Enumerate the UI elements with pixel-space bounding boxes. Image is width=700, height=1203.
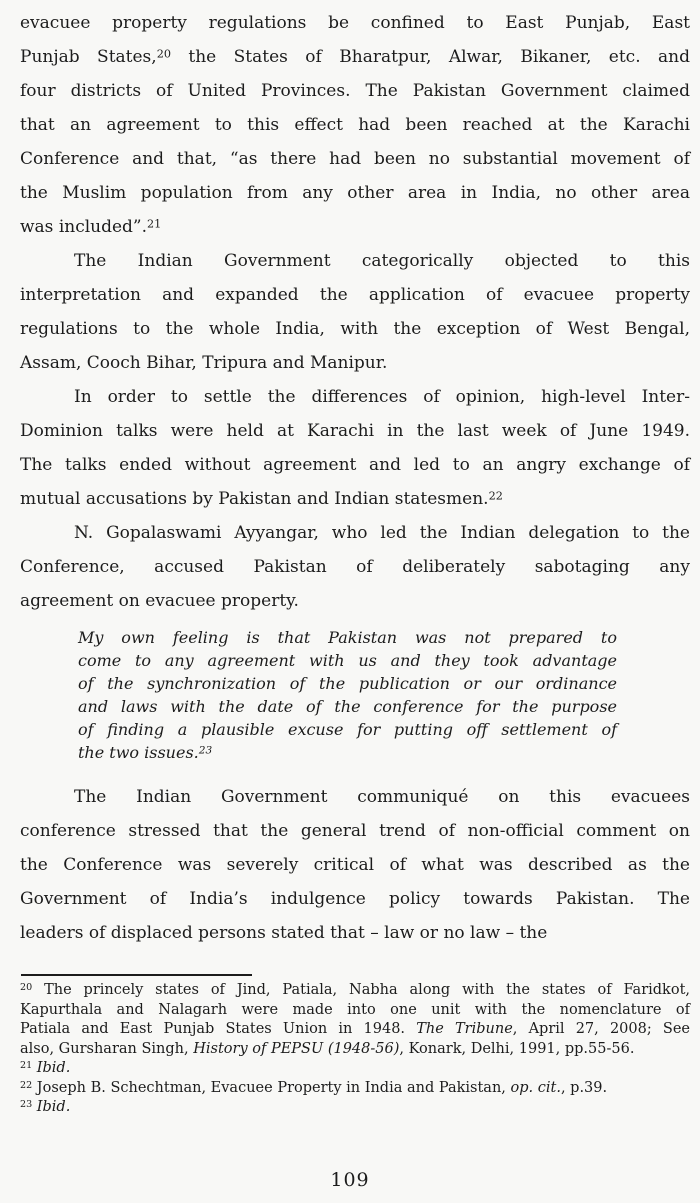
text-run: In order to settle the differences of opinion, high-level Inter- bbox=[74, 387, 690, 407]
footnote-ref: 23 bbox=[198, 744, 213, 757]
footnote bbox=[20, 1079, 690, 1099]
paragraph-line bbox=[20, 312, 690, 346]
text-run: op. cit. bbox=[510, 1079, 561, 1096]
footnote-number: 23 bbox=[20, 1098, 33, 1110]
text-run: Joseph B. Schechtman, Evacuee Property in India and Pakistan, bbox=[32, 1079, 511, 1096]
text-run: Punjab States, bbox=[20, 47, 157, 67]
text-run: , April 27, 2008; See bbox=[512, 1021, 691, 1037]
text-run: the States of Bharatpur, Alwar, Bikaner, etc. and bbox=[170, 47, 690, 67]
quote-line bbox=[78, 649, 617, 672]
text-run: My own feeling is that Pakistan was not prepared to bbox=[78, 628, 617, 647]
text-run: N. Gopalaswami Ayyangar, who led the Indian delegation to the bbox=[74, 523, 690, 543]
footnote-line bbox=[20, 1001, 690, 1021]
text-run: the Conference was severely critical of what was described as the bbox=[20, 855, 690, 875]
paragraph-line bbox=[20, 40, 690, 74]
footnote bbox=[20, 1098, 690, 1118]
paragraph-line bbox=[20, 780, 690, 814]
text-run: also, Gursharan Singh, bbox=[20, 1040, 194, 1057]
paragraph-line bbox=[20, 74, 690, 108]
text-run: The Indian Government categorically objected to this bbox=[74, 251, 690, 271]
footnote-line bbox=[20, 1079, 690, 1099]
text-run: of the synchronization of the publication or our ordinance bbox=[78, 674, 617, 693]
text-run: , Konark, Delhi, 1991, pp.55-56. bbox=[399, 1040, 635, 1057]
paragraph bbox=[20, 380, 690, 516]
text-run: four districts of United Provinces. The Pakistan Government claimed bbox=[20, 81, 690, 101]
text-run: the two issues. bbox=[78, 743, 199, 762]
paragraph bbox=[20, 6, 690, 244]
text-run: The princely states of Jind, Patiala, Nabha along with the states of Faridkot, bbox=[32, 982, 690, 998]
paragraph-line bbox=[20, 848, 690, 882]
text-run: , p.39. bbox=[560, 1079, 608, 1096]
text-run: Ibid. bbox=[36, 1060, 71, 1076]
footnote-number: 21 bbox=[20, 1059, 33, 1071]
paragraph-line bbox=[20, 550, 690, 584]
text-run: was included”. bbox=[20, 217, 148, 237]
text-run: conference stressed that the general trend of non-official comment on bbox=[20, 821, 690, 841]
text-run: Conference and that, “as there had been no substantial movement of bbox=[20, 149, 690, 169]
quote-line bbox=[78, 626, 617, 649]
text-run: of finding a plausible excuse for putting off settlement of bbox=[78, 720, 617, 739]
footnote-line bbox=[20, 1040, 690, 1060]
text-run: evacuee property regulations be confined to East Punjab, East bbox=[20, 13, 690, 33]
footnote-separator bbox=[21, 974, 252, 976]
text-run: The Tribune bbox=[416, 1021, 513, 1037]
text-run: and laws with the date of the conference for the purpose bbox=[78, 697, 617, 716]
footnote-ref: 22 bbox=[488, 489, 503, 503]
footnote-ref: 20 bbox=[156, 47, 171, 61]
footnote-ref: 21 bbox=[147, 217, 162, 231]
text-run: regulations to the whole India, with the exception of West Bengal, bbox=[20, 319, 690, 339]
footnote-line bbox=[20, 1098, 690, 1118]
text-run: Dominion talks were held at Karachi in the last week of June 1949. bbox=[20, 421, 690, 441]
text-run: Ibid. bbox=[36, 1099, 71, 1115]
footnote-number: 20 bbox=[20, 981, 33, 993]
paragraph-line bbox=[20, 916, 690, 950]
quote-line bbox=[78, 741, 617, 764]
page-body bbox=[20, 6, 690, 950]
text-run: leaders of displaced persons stated that – law or no law – the bbox=[20, 923, 548, 943]
text-run: agreement on evacuee property. bbox=[20, 591, 299, 611]
footnote-line bbox=[20, 1059, 690, 1079]
paragraph bbox=[20, 244, 690, 380]
paragraph bbox=[20, 780, 690, 950]
quote-line bbox=[78, 672, 617, 695]
text-run: The Indian Government communiqué on this evacuees bbox=[74, 787, 690, 807]
block-quote bbox=[78, 626, 617, 764]
footnotes-list bbox=[20, 981, 690, 1118]
paragraph-line bbox=[20, 814, 690, 848]
paragraph-line bbox=[20, 448, 690, 482]
footnote bbox=[20, 981, 690, 1059]
text-run: Assam, Cooch Bihar, Tripura and Manipur. bbox=[20, 353, 388, 373]
text-run: the Muslim population from any other area in India, no other area bbox=[20, 183, 690, 203]
text-run: that an agreement to this effect had been reached at the Karachi bbox=[20, 115, 690, 135]
footnote-number: 22 bbox=[20, 1079, 33, 1091]
paragraph-line bbox=[20, 278, 690, 312]
paragraph-line bbox=[20, 414, 690, 448]
text-run: Conference, accused Pakistan of deliberately sabotaging any bbox=[20, 557, 690, 577]
paragraph-line bbox=[20, 176, 690, 210]
page-number: 109 bbox=[330, 1169, 370, 1191]
paragraph-line bbox=[20, 516, 690, 550]
text-run: Government of India’s indulgence policy towards Pakistan. The bbox=[20, 889, 690, 909]
quote-line bbox=[78, 718, 617, 741]
paragraph-line bbox=[20, 482, 690, 516]
text-run: The talks ended without agreement and led to an angry exchange of bbox=[20, 455, 690, 475]
paragraph-line bbox=[20, 244, 690, 278]
paragraph-line bbox=[20, 882, 690, 916]
text-run: Kapurthala and Nalagarh were made into one unit with the nomenclature of bbox=[20, 1001, 690, 1018]
paragraph-line bbox=[20, 380, 690, 414]
text-run: History of PEPSU (1948-56) bbox=[193, 1040, 400, 1057]
paragraph-line bbox=[20, 346, 690, 380]
paragraph-line bbox=[20, 210, 690, 244]
paragraph-line bbox=[20, 6, 690, 40]
text-run: come to any agreement with us and they took advantage bbox=[78, 651, 617, 670]
footnote-line bbox=[20, 1020, 690, 1040]
quote-line bbox=[78, 695, 617, 718]
footnote-line bbox=[20, 981, 690, 1001]
paragraph-line bbox=[20, 142, 690, 176]
text-run: interpretation and expanded the application of evacuee property bbox=[20, 285, 690, 305]
paragraph-line bbox=[20, 584, 690, 618]
footnote bbox=[20, 1059, 690, 1079]
text-run: mutual accusations by Pakistan and Indian statesmen. bbox=[20, 489, 489, 509]
paragraph-line bbox=[20, 108, 690, 142]
text-run: Patiala and East Punjab States Union in 1948. bbox=[20, 1021, 417, 1037]
paragraph bbox=[20, 516, 690, 618]
